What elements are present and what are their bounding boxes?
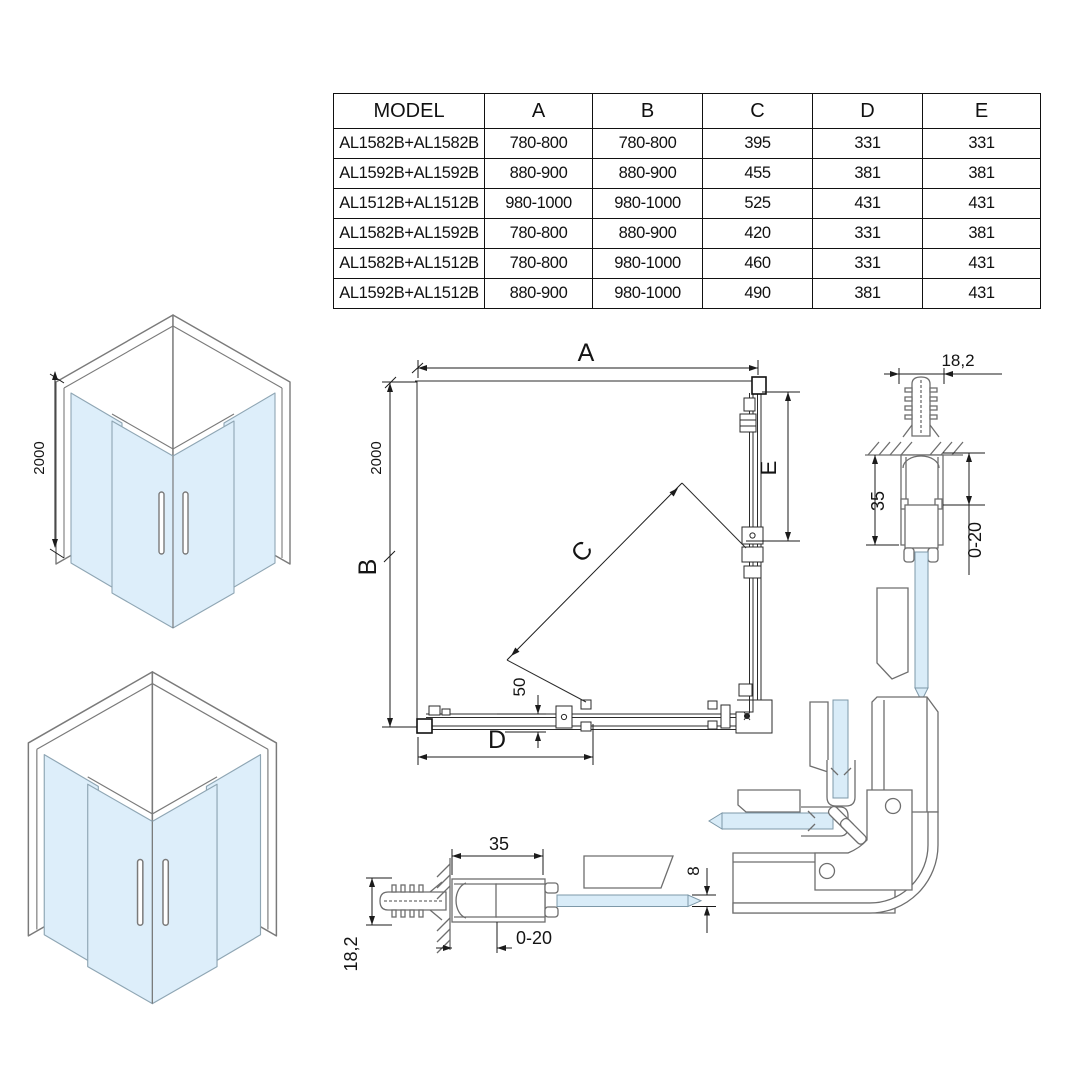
hsection-glass-dim-label: 8 [684, 866, 703, 876]
table-row: AL1512B+AL1512B 980-1000 980-1000 525 431 431 [334, 189, 1041, 219]
adjust-clamp [905, 505, 938, 548]
glass-edge-horizontal [722, 813, 833, 829]
iso-height-dim-label: 2000 [31, 441, 48, 475]
hsection-anchor-dim-label: 18,2 [341, 936, 361, 972]
iso-view-top [31, 315, 290, 628]
plan-dim-e-label: E [756, 460, 781, 476]
door-panel-section [877, 588, 908, 679]
model-cell: AL1512B+AL1512B [334, 189, 485, 219]
plan-offset-dim-label: 50 [510, 677, 529, 697]
corner-bracket [736, 700, 772, 733]
table-row: AL1592B+AL1512B 880-900 980-1000 490 381 431 [334, 279, 1041, 309]
plan-dim-a-label: A [577, 339, 595, 367]
hsection-profile-dim-label: 35 [488, 834, 510, 854]
fixed-panel-edge [810, 702, 828, 772]
model-cell: AL1582B+AL1582B [334, 129, 485, 159]
model-cell: AL1582B+AL1512B [334, 249, 485, 279]
col-header-c: C [703, 94, 813, 129]
fixed-panel-edge [738, 790, 800, 812]
screw-hole [820, 864, 835, 879]
plan-view [354, 339, 800, 765]
col-header-model: MODEL [334, 94, 485, 129]
glass-edge-vertical [833, 700, 848, 798]
col-header-a: A [485, 94, 593, 129]
iso-view-bottom [28, 672, 276, 1004]
glass-section [557, 895, 688, 907]
adjust-clamp [496, 884, 545, 917]
col-header-e: E [923, 94, 1041, 129]
model-cell: AL1592B+AL1592B [334, 159, 485, 189]
plan-height-dim-label: 2000 [368, 441, 385, 475]
vsection-adjust-dim-label: 0-20 [965, 521, 985, 559]
wall-profile-top [752, 377, 766, 394]
plan-dim-b-label: B [354, 558, 382, 576]
wall-profile-section-horizontal [341, 834, 716, 972]
model-cell: AL1582B+AL1592B [334, 219, 485, 249]
plan-dim-d-label: D [487, 726, 507, 754]
wall-profile-left [417, 719, 432, 733]
table-row: AL1592B+AL1592B 880-900 880-900 455 381 381 [334, 159, 1041, 189]
col-header-b: B [593, 94, 703, 129]
screw-hole [886, 799, 901, 814]
vsection-profile-dim-label: 35 [868, 490, 888, 512]
table-header-row [334, 94, 1041, 129]
table-row: AL1582B+AL1582B 780-800 780-800 395 331 331 [334, 129, 1041, 159]
plan-dim-c-label: C [565, 535, 599, 568]
glass-section [915, 552, 928, 688]
wall-profile-section-vertical [865, 351, 1002, 701]
table-row: AL1582B+AL1512B 780-800 980-1000 460 331 431 [334, 249, 1041, 279]
door-panel-section [584, 856, 673, 888]
table-row: AL1582B+AL1592B 780-800 880-900 420 331 381 [334, 219, 1041, 249]
model-cell: AL1592B+AL1512B [334, 279, 485, 309]
vsection-anchor-dim-label: 18,2 [941, 351, 975, 370]
col-header-d: D [813, 94, 923, 129]
hsection-adjust-dim-label: 0-20 [516, 928, 553, 948]
spec-table [333, 93, 1041, 309]
